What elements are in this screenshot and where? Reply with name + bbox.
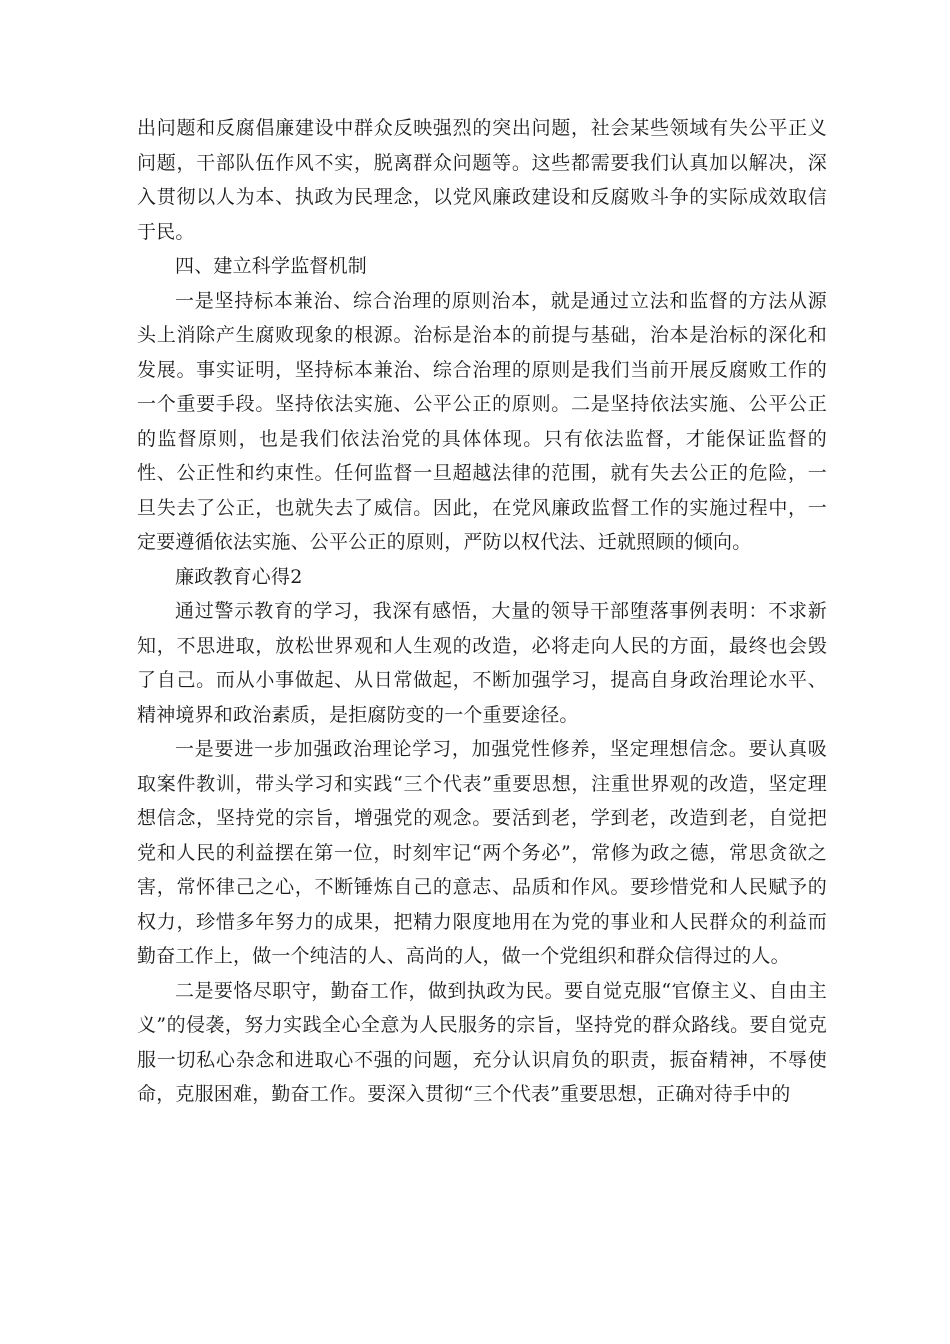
paragraph-continuation: 出问题和反腐倡廉建设中群众反映强烈的突出问题，社会某些领域有失公平正义问题，干部队伍作风不实，脱离群众问题等。这些都需要我们认真加以解决，深入贯彻以人为本、执政为民理念，以党风廉政建设和反腐败斗争的实际成效取信于民。 [137,117,827,243]
section-heading-experience-2: 廉政教育心得2 [175,565,303,588]
document-page [137,111,827,1112]
section-heading-supervision: 四、建立科学监督机制 [175,255,368,277]
paragraph-supervision: 一是坚持标本兼治、综合治理的原则治本，就是通过立法和监督的方法从源头上消除产生腐败现象的根源。治标是治本的前提与基础，治本是治标的深化和发展。事实证明，坚持标本兼治、综合治理的原则是我们当前开展反腐败工作的一个重要手段。坚持依法实施、公平公正的原则。二是坚持依法实施、公平公正的监督原则，也是我们依法治党的具体体现。只有依法监督，才能保证监督的性、公正性和约束性。任何监督一旦超越法律的范围，就有失去公正的危险，一旦失去了公正，也就失去了威信。因此，在党风廉政监督工作的实施过程中，一定要遵循依法实施、公平公正的原则，严防以权代法、迁就照顾的倾向。 [137,289,827,553]
paragraph-diligent-work: 二是要恪尽职守，勤奋工作，做到执政为民。要自觉克服“官僚主义、自由主义”的侵袭，努力实践全心全意为人民服务的宗旨，坚持党的群众路线。要自觉克服一切私心杂念和进取心不强的问题，充分认识肩负的职责，振奋精神，不辱使命，克服困难，勤奋工作。要深入贯彻“三个代表”重要思想，正确对待手中的 [137,979,827,1105]
paragraph-warning-education: 通过警示教育的学习，我深有感悟，大量的领导干部堕落事例表明：不求新知，不思进取，放松世界观和人生观的改造，必将走向人民的方面，最终也会毁了自己。而从小事做起、从日常做起，不断加强学习，提高自身政治理论水平、精神境界和政治素质，是拒腐防变的一个重要途径。 [137,600,827,726]
paragraph-political-study: 一是要进一步加强政治理论学习，加强党性修养，坚定理想信念。要认真吸取案件教训，带头学习和实践“三个代表”重要思想，注重世界观的改造，坚定理想信念，坚持党的宗旨，增强党的观念。要活到老，学到老，改造到老，自觉把党和人民的利益摆在第一位，时刻牢记“两个务必”，常修为政之德，常思贪欲之害，常怀律己之心，不断锤炼自己的意志、品质和作风。要珍惜党和人民赋予的权力，珍惜多年努力的成果，把精力限度地用在为党的事业和人民群众的利益而勤奋工作上，做一个纯洁的人、高尚的人，做一个党组织和群众信得过的人。 [137,738,827,967]
